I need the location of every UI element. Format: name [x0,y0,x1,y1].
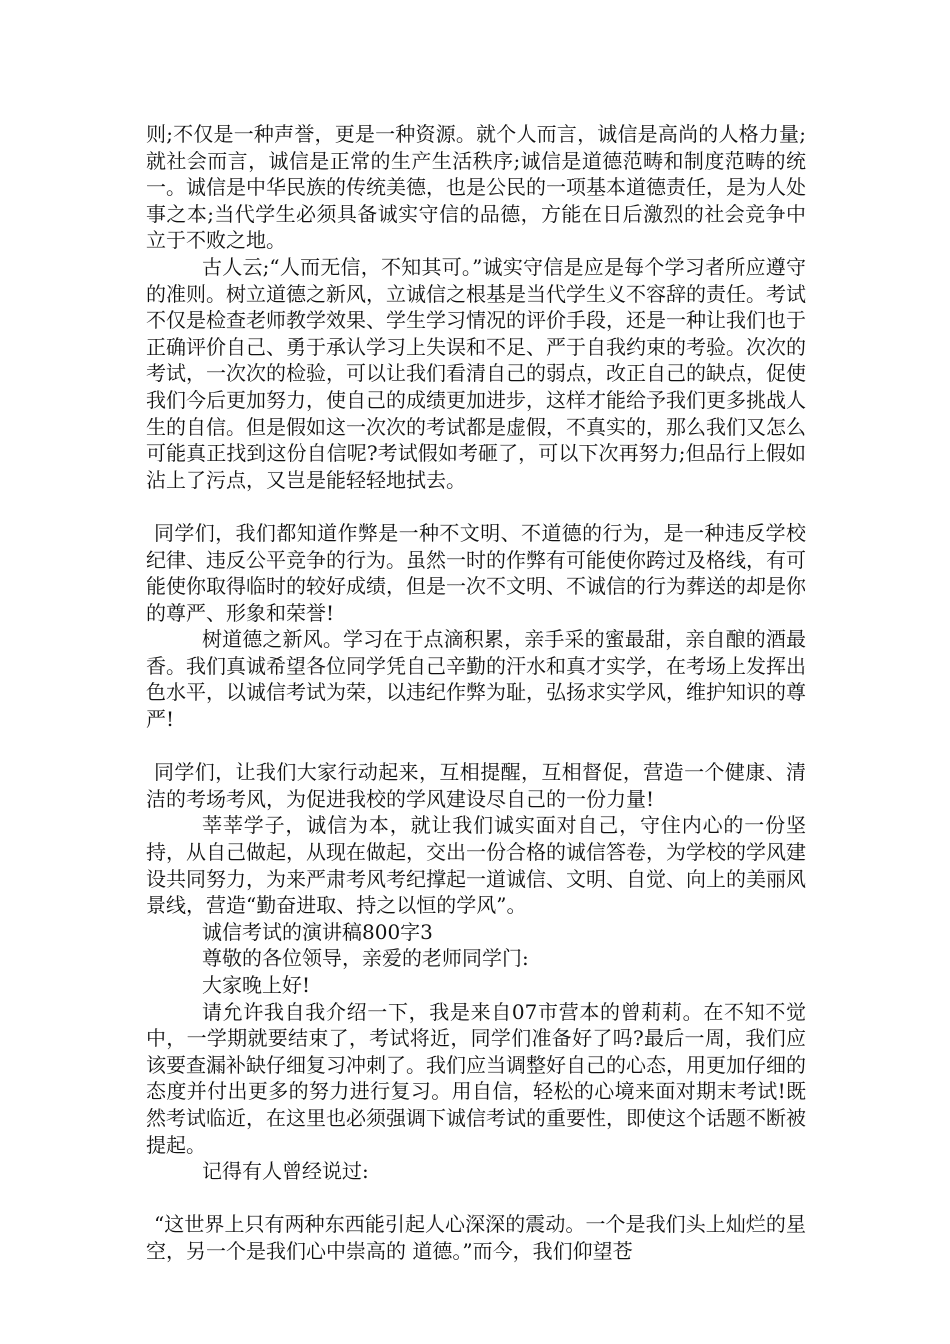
paragraph-gap [146,1185,806,1212]
salutation: 尊敬的各位领导，亲爱的老师同学门: [202,946,529,971]
greeting: 大家晚上好! [202,973,311,997]
paragraph-integrity-value: 则;不仅是一种声誉，更是一种资源。就个人而言，诚信是高尚的人格力量;就社会而言，诚信是正常的生产生活秩序;诚信是道德范畴和制度范畴的统一。诚信是中华民族的传统美德，也是公民的一项基本道德责任，是为人处事之本;当代学生必须具备诚实守信的品德，方能在日后激烈的社会竞争中立于不败之地。 [146,122,806,253]
paragraph-quote: “这世界上只有两种东西能引起人心深深的震动。一个是我们头上灿烂的星空，另一个是我们心中崇高的 道德。”而今，我们仰望苍 [146,1212,806,1263]
paragraph-call-to-action: 同学们，让我们大家行动起来，互相提醒，互相督促，营造一个健康、清洁的考场考风，为促进我校的学风建设尽自己的一份力量! [146,760,806,811]
paragraph-self-introduction: 请允许我自我介绍一下，我是来自07市营本的曾莉莉。在不知不觉中，一学期就要结束了，考试将近，同学们准备好了吗?最后一周，我们应该要查漏补缺仔细复习冲刺了。我们应当调整好自己的心态，用更加仔细的态度并付出更多的努力进行复习。用自信，轻松的心境来面对期末考试!既然考试临近，在这里也必须强调下诚信考试的重要性，即使这个话题不断被提起。 [146,999,806,1157]
paragraph-someone-said: 记得有人曾经说过: [202,1159,369,1184]
paragraph-new-ethos: 树道德之新风。学习在于点滴积累，亲手采的蜜最甜，亲自酿的酒最香。我们真诚希望各位同学凭自己辛勤的汗水和真才实学，在考场上发挥出色水平，以诚信考试为荣，以违纪作弊为耻，弘扬求实学风，维护知识的尊严! [146,627,806,732]
paragraph-cheating-harm: 同学们，我们都知道作弊是一种不文明、不道德的行为，是一种违反学校纪律、违反公平竞争的行为。虽然一时的作弊有可能使你跨过及格线，有可能使你取得临时的较好成绩，但是一次不文明、不诚信的行为葬送的却是你的尊严、形象和荣誉! [146,520,806,625]
paragraph-gap [146,493,806,520]
section-title: 诚信考试的演讲稿800字3 [202,919,433,944]
document-page [146,121,806,1265]
paragraph-ancient-saying: 古人云;“人而无信，不知其可。”诚实守信是应是每个学习者所应遵守的准则。树立道德之新风，立诚信之根基是当代学生义不容辞的责任。考试不仅是检查老师教学效果、学生学习情况的评价手段，还是一种让我们也于正确评价自己、勇于承认学习上失误和不足、严于自我约束的考验。次次的考试，一次次的检验，可以让我们看清自己的弱点，改正自己的缺点，促使我们今后更加努力，使自己的成绩更加进步，这样才能给予我们更多挑战人生的自信。但是假如这一次次的考试都是虚假，不真实的，那么我们又怎么可能真正找到这份自信呢?考试假如考砸了，可以下次再努力;但品行上假如沾上了污点，又岂是能轻轻地拭去。 [146,254,806,492]
paragraph-gap [146,733,806,760]
paragraph-students-integrity: 莘莘学子，诚信为本，就让我们诚实面对自己，守住内心的一份坚持，从自己做起，从现在做起，交出一份合格的诚信答卷，为学校的学风建设共同努力，为来严肃考风考纪撑起一道诚信、文明、自觉、向上的美丽风景线，营造“勤奋进取、持之以恒的学风”。 [146,813,806,918]
